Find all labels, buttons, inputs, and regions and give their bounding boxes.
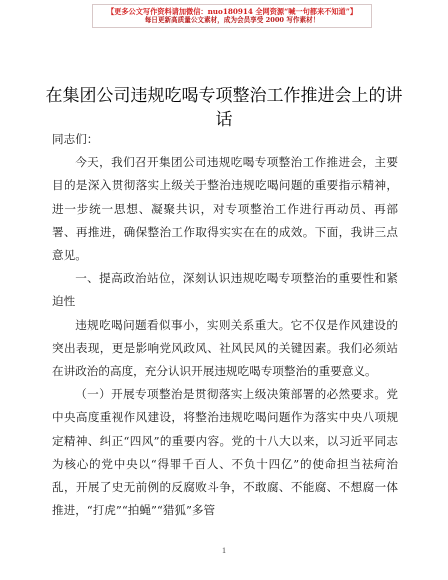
- promo-banner: [92, 4, 372, 28]
- document-title: 在集团公司违规吃喝专项整治工作推进会上的讲话: [45, 86, 403, 130]
- salutation: 同志们：: [52, 132, 99, 146]
- promo-banner-line-2: 每日更新高质量公文素材，成为会员享受 2000 写作素材！: [144, 16, 320, 24]
- page-number: 1: [222, 546, 226, 555]
- paragraph-body: 违规吃喝问题看似事小，实则关系重大。它不仅是作风建设的突出表现，更是影响党风政风、社风民风的关键因素。我们必须站在讲政治的高度，充分认识开展违规吃喝专项整治的重要意义。: [52, 317, 398, 379]
- section-heading-1: 一、提高政治站位，深刻认识违规吃喝专项整治的重要性和紧迫性: [52, 271, 398, 309]
- promo-banner-line-1: 【更多公文写作资料请加微信：nuo180914 全网资源“喊一句都来不知道”】: [106, 7, 358, 16]
- paragraph-intro: 今天，我们召开集团公司违规吃喝专项整治工作推进会，主要目的是深入贯彻落实上级关于整治违规吃喝问题的重要指示精神，进一步统一思想、凝聚共识，对专项整治工作进行再动员、再部署、再推进，确保整治工作取得实实在在的成效。下面，我讲三点意见。: [52, 155, 398, 263]
- document-body: [52, 128, 398, 522]
- paragraph-subpoint-1: （一）开展专项整治是贯彻落实上级决策部署的必然要求。党中央高度重视作风建设，将整治违规吃喝问题作为落实中央八项规定精神、纠正“四风”的重要内容。党的十八大以来，以习近平同志为核心的党中央以“得罪千百人、不负十四亿”的使命担当祛疴治乱，开展了史无前例的反腐败斗争，不敢腐、不能腐、不想腐一体推进，“打虎”“拍蝇”“猎狐”多管: [52, 387, 398, 518]
